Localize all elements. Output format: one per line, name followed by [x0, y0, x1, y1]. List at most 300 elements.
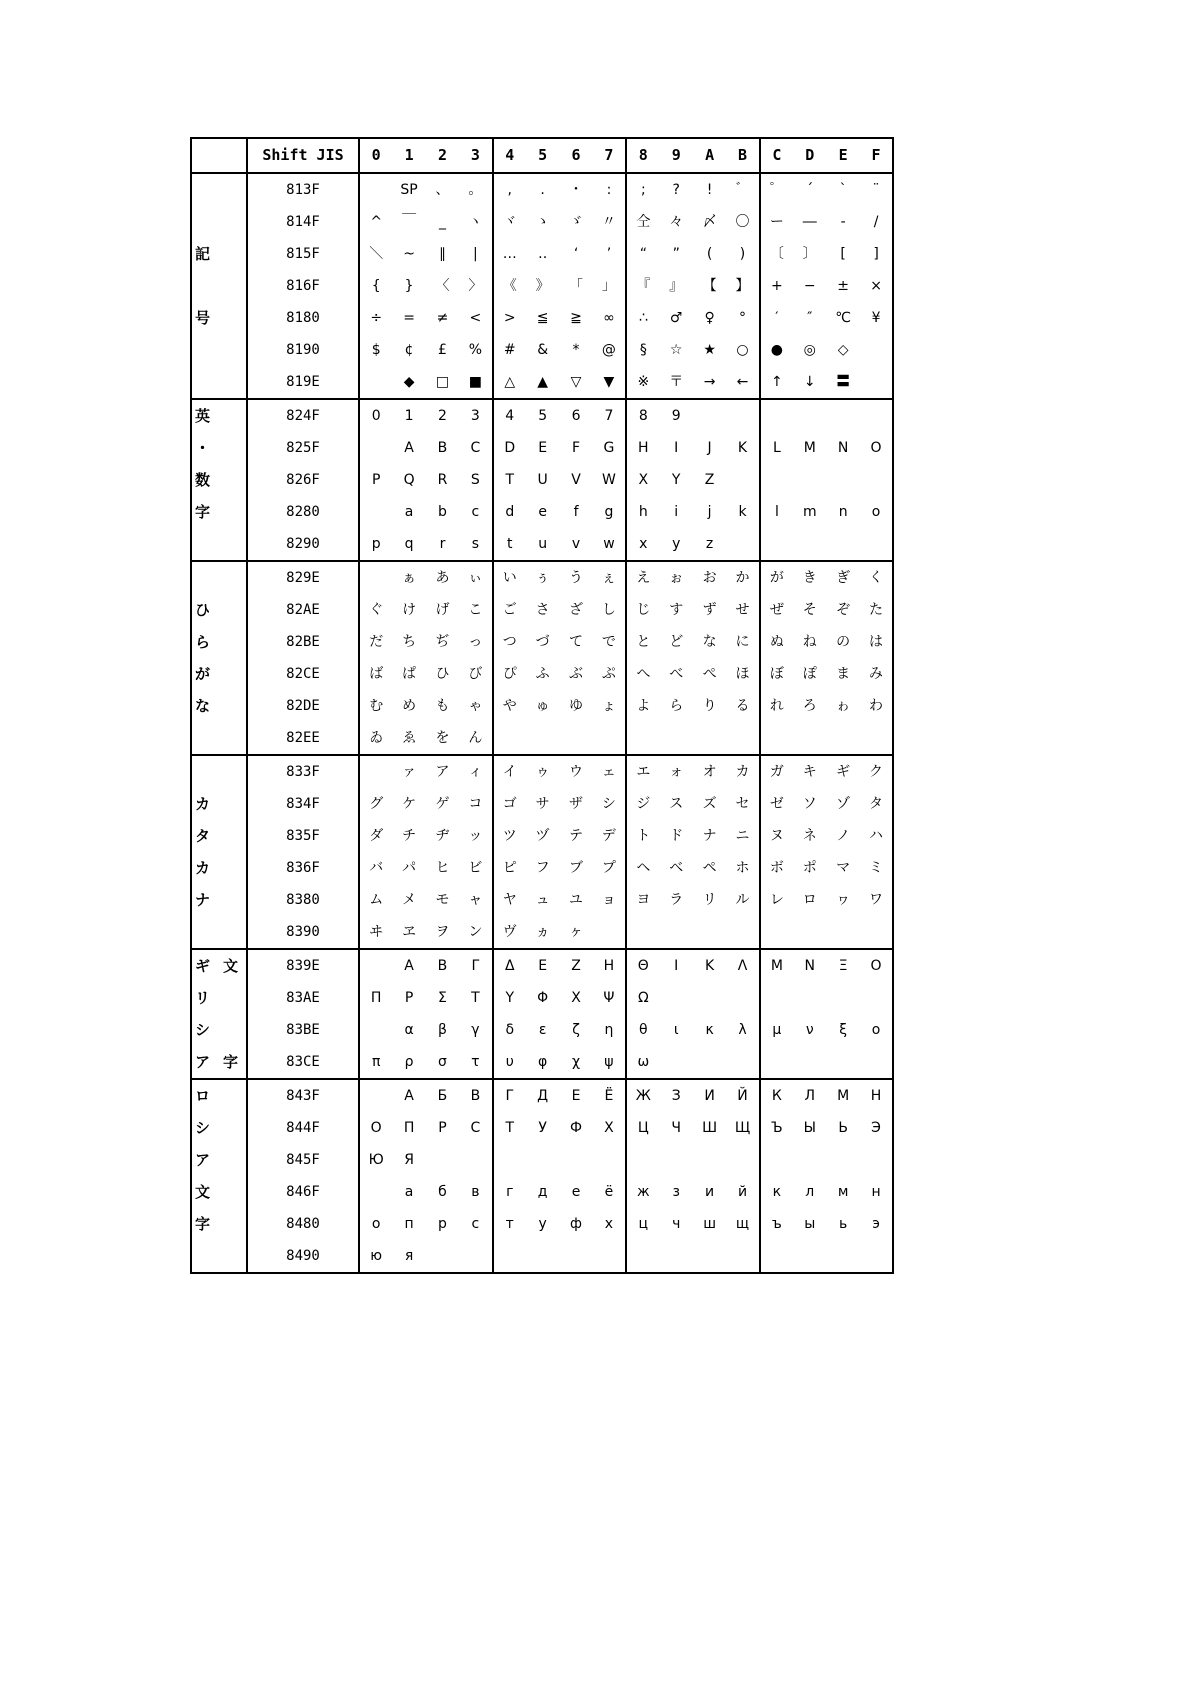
- table-row: [191, 949, 893, 982]
- char-cell: ど: [669, 633, 684, 650]
- group-label: [192, 174, 246, 206]
- char-cell: ナ: [702, 827, 717, 844]
- row-code: 8490: [247, 1240, 359, 1273]
- char-cell: ィ: [459, 755, 492, 788]
- group-label: カ: [195, 859, 211, 877]
- char-cell: H: [638, 440, 649, 456]
- char-cell: [860, 1046, 893, 1079]
- char-cell: に: [726, 626, 759, 658]
- char-cell: [359, 1176, 392, 1208]
- char-cell: 6: [559, 399, 592, 432]
- char-cell: >: [503, 309, 516, 326]
- char-cell: Б: [426, 1079, 459, 1112]
- char-cell: 〓: [836, 373, 851, 390]
- char-cell: [359, 432, 392, 464]
- char-cell: е: [571, 1183, 581, 1200]
- table-row: [191, 270, 893, 302]
- char-cell: [660, 1240, 693, 1273]
- header-digit-C: C: [760, 138, 793, 173]
- char-cell: Υ: [505, 990, 515, 1006]
- char-cell: ‐: [840, 214, 846, 230]
- char-cell: 【: [702, 277, 717, 294]
- char-cell: L: [772, 440, 781, 456]
- char-cell: SP: [400, 182, 418, 198]
- char-cell: Г: [493, 1079, 526, 1112]
- char-cell: θ: [639, 1021, 648, 1038]
- row-code: 834F: [247, 788, 359, 820]
- char-cell: ω: [637, 1053, 650, 1070]
- char-cell: お: [693, 561, 726, 594]
- char-cell: ゃ: [459, 690, 492, 722]
- char-cell: [660, 982, 693, 1014]
- char-cell: 〔: [769, 245, 784, 262]
- char-cell: し: [593, 594, 626, 626]
- char-cell: ρ: [404, 1053, 414, 1070]
- char-cell: 7: [593, 399, 626, 432]
- char-cell: б: [438, 1183, 447, 1200]
- char-cell: [793, 399, 826, 432]
- char-cell: ぴ: [502, 665, 517, 682]
- char-cell: [726, 464, 759, 496]
- char-cell: [860, 982, 893, 1014]
- char-cell: [493, 722, 526, 755]
- char-cell: δ: [505, 1021, 515, 1038]
- char-cell: Щ: [726, 1112, 759, 1144]
- char-cell: f: [573, 503, 579, 520]
- char-cell: м: [837, 1183, 849, 1200]
- group-label: [192, 916, 246, 948]
- char-cell: ′: [775, 309, 779, 326]
- char-cell: の: [836, 633, 851, 650]
- char-cell: こ: [459, 594, 492, 626]
- group-label: な: [195, 697, 211, 715]
- char-cell: 】: [726, 270, 759, 302]
- table-row: [191, 334, 893, 366]
- char-cell: J: [707, 440, 712, 456]
- char-cell: /: [873, 214, 879, 230]
- table-row: [191, 1014, 893, 1046]
- char-cell: ¥: [871, 309, 881, 326]
- char-cell: [826, 528, 859, 561]
- char-cell: ヱ: [402, 923, 417, 940]
- char-cell: G: [593, 432, 626, 464]
- char-cell: *: [572, 341, 580, 358]
- char-cell: Ρ: [404, 990, 414, 1006]
- char-cell: っ: [459, 626, 492, 658]
- char-cell: [693, 1240, 726, 1273]
- char-cell: $: [371, 341, 381, 358]
- char-cell: π: [371, 1053, 381, 1070]
- char-cell: [826, 1240, 859, 1273]
- char-cell: x: [639, 535, 648, 552]
- char-cell: は: [869, 633, 884, 650]
- char-cell: 0: [359, 399, 392, 432]
- char-cell: び: [459, 658, 492, 690]
- char-cell: Х: [593, 1112, 626, 1144]
- char-cell: Y: [671, 471, 681, 488]
- header-digit-4: 4: [493, 138, 526, 173]
- group-label: [192, 756, 246, 788]
- char-cell: [726, 982, 759, 1014]
- char-cell: [860, 916, 893, 949]
- char-cell: ~: [403, 245, 415, 262]
- char-cell: [793, 464, 826, 496]
- group-label-cell: [191, 755, 247, 949]
- char-cell: [660, 722, 693, 755]
- char-cell: d: [505, 503, 515, 520]
- group-label: リ: [195, 989, 211, 1007]
- char-cell: め: [402, 697, 417, 714]
- header-digit-3: 3: [459, 138, 492, 173]
- char-cell: で: [593, 626, 626, 658]
- char-cell: コ: [459, 788, 492, 820]
- char-cell: デ: [593, 820, 626, 852]
- char-cell: ↑: [771, 373, 783, 390]
- char-cell: つ: [502, 633, 517, 650]
- char-cell: ●: [770, 341, 783, 358]
- char-cell: ょ: [593, 690, 626, 722]
- char-cell: [526, 1144, 559, 1176]
- char-cell: ヌ: [769, 827, 784, 844]
- char-cell: r: [439, 535, 446, 552]
- char-cell: ゾ: [836, 796, 851, 812]
- row-code: 8390: [247, 916, 359, 949]
- char-cell: ヂ: [435, 827, 450, 844]
- char-cell: ジ: [636, 796, 651, 812]
- char-cell: ○: [726, 334, 759, 366]
- char-cell: [826, 722, 859, 755]
- char-cell: “: [639, 245, 647, 262]
- table-row: [191, 852, 893, 884]
- row-code: 8290: [247, 528, 359, 561]
- row-code: 82AE: [247, 594, 359, 626]
- char-cell: モ: [435, 891, 450, 908]
- header-digit-0: 0: [359, 138, 392, 173]
- char-cell: Ο: [860, 949, 893, 982]
- char-cell: せ: [726, 594, 759, 626]
- header-digit-D: D: [793, 138, 826, 173]
- char-cell: [826, 1144, 859, 1176]
- char-cell: ь: [839, 1215, 848, 1232]
- char-cell: ζ: [572, 1021, 580, 1038]
- char-cell: b: [438, 503, 447, 520]
- char-cell: ≧: [570, 309, 582, 326]
- char-cell: ね: [802, 633, 817, 650]
- char-cell: Ы: [803, 1120, 816, 1136]
- char-cell: Ε: [526, 949, 559, 982]
- char-cell: Γ: [459, 949, 492, 982]
- char-cell: O: [870, 440, 882, 456]
- char-cell: й: [726, 1176, 759, 1208]
- char-cell: {: [371, 277, 381, 294]
- char-cell: в: [459, 1176, 492, 1208]
- char-cell: か: [726, 561, 759, 594]
- char-cell: +: [771, 277, 783, 294]
- char-cell: а: [404, 1183, 414, 1200]
- char-cell: ,: [507, 182, 512, 198]
- char-cell: ハ: [869, 827, 884, 844]
- char-cell: て: [569, 633, 584, 650]
- char-cell: け: [402, 602, 417, 618]
- table-row: [191, 626, 893, 658]
- char-cell: ο: [871, 1021, 881, 1038]
- char-cell: &: [537, 341, 549, 358]
- char-cell: [660, 1046, 693, 1079]
- char-cell: ч: [672, 1215, 681, 1232]
- char-cell: チ: [402, 827, 417, 844]
- row-code: 836F: [247, 852, 359, 884]
- char-cell: [426, 1240, 459, 1273]
- char-cell: ♀: [704, 309, 715, 326]
- group-label: [192, 1240, 246, 1272]
- char-cell: Ω: [637, 990, 649, 1006]
- table-row: [191, 1240, 893, 1273]
- group-label: 字: [195, 1215, 211, 1233]
- char-cell: [493, 1240, 526, 1273]
- char-cell: ー: [769, 214, 784, 230]
- header-digit-6: 6: [559, 138, 592, 173]
- char-cell: ら: [669, 697, 684, 714]
- char-cell: [726, 1046, 759, 1079]
- char-cell: О: [370, 1120, 382, 1136]
- char-cell: 2: [426, 399, 459, 432]
- char-cell: ヶ: [569, 923, 584, 940]
- char-cell: ▲: [537, 373, 549, 390]
- char-cell: :: [593, 173, 626, 206]
- char-cell: ―: [802, 214, 817, 230]
- char-cell: へ: [636, 665, 651, 682]
- char-cell: ュ: [535, 891, 550, 908]
- row-code: 833F: [247, 755, 359, 788]
- char-cell: Ζ: [559, 949, 592, 982]
- char-cell: [726, 722, 759, 755]
- row-code: 844F: [247, 1112, 359, 1144]
- char-cell: [860, 1240, 893, 1273]
- char-cell: ы: [804, 1215, 816, 1232]
- char-cell: る: [726, 690, 759, 722]
- char-cell: B: [437, 440, 448, 456]
- char-cell: T: [505, 471, 515, 488]
- char-cell: j: [707, 503, 712, 520]
- char-cell: ゝ: [535, 214, 550, 230]
- row-code: 826F: [247, 464, 359, 496]
- char-cell: D: [504, 440, 516, 456]
- char-cell: l: [774, 503, 779, 520]
- table-row: [191, 399, 893, 432]
- char-cell: サ: [535, 796, 550, 812]
- row-code: 829E: [247, 561, 359, 594]
- char-cell: ×: [870, 277, 882, 294]
- char-cell: ∴: [638, 309, 648, 326]
- char-cell: ひ: [435, 665, 450, 682]
- char-cell: シ: [593, 788, 626, 820]
- char-cell: R: [437, 471, 448, 488]
- char-cell: [760, 1240, 793, 1273]
- char-cell: Σ: [438, 990, 447, 1006]
- char-cell: [693, 1144, 726, 1176]
- char-cell: α: [404, 1021, 414, 1038]
- char-cell: ヽ: [459, 206, 492, 238]
- char-cell: み: [869, 665, 884, 682]
- row-code: 843F: [247, 1079, 359, 1112]
- char-cell: o: [871, 503, 881, 520]
- char-cell: ッ: [459, 820, 492, 852]
- group-label: [192, 562, 246, 594]
- char-cell: т: [505, 1215, 514, 1232]
- char-cell: [860, 399, 893, 432]
- char-cell: Z: [704, 471, 715, 488]
- char-cell: ゥ: [526, 755, 559, 788]
- char-cell: ノ: [836, 827, 851, 844]
- char-cell: ぅ: [526, 561, 559, 594]
- char-cell: △: [504, 373, 516, 390]
- char-cell: Я: [404, 1151, 414, 1168]
- char-cell: 仝: [636, 214, 651, 230]
- char-cell: グ: [369, 796, 384, 812]
- char-cell: ブ: [569, 859, 584, 876]
- char-cell: [559, 722, 592, 755]
- char-cell: ∥: [438, 245, 446, 262]
- table-row: [191, 561, 893, 594]
- char-cell: ゛: [726, 173, 759, 206]
- char-cell: р: [438, 1215, 447, 1232]
- char-cell: <: [459, 302, 492, 334]
- group-label-cell: [191, 1079, 247, 1273]
- char-cell: ネ: [802, 827, 817, 844]
- char-cell: [860, 366, 893, 399]
- header-digit-7: 7: [593, 138, 626, 173]
- char-cell: ヨ: [636, 891, 651, 908]
- group-label: ア 字: [195, 1053, 238, 1071]
- char-cell: ぞ: [836, 602, 851, 618]
- char-cell: [660, 1144, 693, 1176]
- char-cell: ツ: [502, 827, 517, 844]
- char-cell: [793, 1240, 826, 1273]
- char-cell: ゴ: [502, 796, 517, 812]
- char-cell: ]: [873, 245, 879, 262]
- char-cell: 〇: [726, 206, 759, 238]
- char-cell: ?: [672, 182, 680, 198]
- char-cell: ゞ: [569, 214, 584, 230]
- char-cell: e: [538, 503, 547, 520]
- char-cell: ◇: [837, 341, 849, 358]
- group-label: ナ: [195, 891, 211, 909]
- row-code: 83CE: [247, 1046, 359, 1079]
- char-cell: 』: [669, 277, 684, 294]
- char-cell: z: [705, 535, 714, 552]
- char-cell: ぬ: [769, 633, 784, 650]
- char-cell: χ: [571, 1053, 581, 1070]
- char-cell: [726, 1240, 759, 1273]
- char-cell: い: [493, 561, 526, 594]
- group-label: ら: [195, 633, 211, 651]
- char-cell: ゼ: [769, 796, 784, 812]
- char-cell: с: [459, 1208, 492, 1240]
- char-cell: k: [726, 496, 759, 528]
- char-cell: づ: [535, 633, 550, 650]
- char-cell: [793, 1046, 826, 1079]
- char-cell: ギ: [826, 755, 859, 788]
- char-cell: [793, 722, 826, 755]
- table-row: [191, 755, 893, 788]
- char-cell: [826, 982, 859, 1014]
- row-code: 8180: [247, 302, 359, 334]
- char-cell: [760, 528, 793, 561]
- char-cell: と: [636, 633, 651, 650]
- char-cell: ъ: [771, 1215, 782, 1232]
- char-cell: [559, 1240, 592, 1273]
- char-cell: щ: [726, 1208, 759, 1240]
- group-label: [192, 270, 246, 302]
- char-cell: そ: [802, 602, 817, 618]
- char-cell: c: [459, 496, 492, 528]
- char-cell: ポ: [802, 859, 817, 876]
- header-digit-2: 2: [426, 138, 459, 173]
- char-cell: γ: [459, 1014, 492, 1046]
- char-cell: 〕: [802, 245, 817, 262]
- char-cell: イ: [493, 755, 526, 788]
- row-code: 816F: [247, 270, 359, 302]
- char-cell: 、: [435, 182, 450, 198]
- row-code: 824F: [247, 399, 359, 432]
- char-cell: を: [435, 729, 450, 746]
- char-cell: [860, 334, 893, 366]
- char-cell: ル: [726, 884, 759, 916]
- char-cell: キ: [793, 755, 826, 788]
- char-cell: ▽: [570, 373, 582, 390]
- char-cell: ち: [402, 633, 417, 650]
- row-code: 845F: [247, 1144, 359, 1176]
- char-cell: ≦: [536, 309, 549, 326]
- header-digit-8: 8: [626, 138, 659, 173]
- char-cell: ヲ: [435, 923, 450, 940]
- char-cell: U: [537, 471, 548, 488]
- char-cell: Q: [403, 471, 415, 488]
- char-cell: −: [803, 277, 816, 294]
- char-cell: ’: [593, 238, 626, 270]
- char-cell: よ: [636, 697, 651, 714]
- char-cell: П: [403, 1120, 415, 1136]
- table-row: [191, 594, 893, 626]
- char-cell: 。: [459, 173, 492, 206]
- char-cell: ‘: [573, 245, 579, 262]
- char-cell: ウ: [559, 755, 592, 788]
- char-cell: げ: [435, 602, 450, 618]
- char-cell: く: [860, 561, 893, 594]
- char-cell: う: [559, 561, 592, 594]
- char-cell: И: [693, 1079, 726, 1112]
- char-cell: ぷ: [593, 658, 626, 690]
- shift-jis-code-table: [190, 137, 894, 1274]
- char-cell: [760, 916, 793, 949]
- char-cell: [526, 722, 559, 755]
- char-cell: X: [638, 471, 649, 488]
- char-cell: [493, 1144, 526, 1176]
- char-cell: ゎ: [836, 697, 851, 714]
- char-cell: i: [674, 503, 679, 520]
- table-row: [191, 302, 893, 334]
- char-cell: □: [435, 373, 450, 390]
- char-cell: [760, 722, 793, 755]
- char-cell: ヒ: [435, 859, 450, 876]
- char-cell: ■: [459, 366, 492, 399]
- char-cell: ≠: [436, 309, 449, 326]
- char-cell: %: [459, 334, 492, 366]
- group-label: [192, 366, 246, 398]
- table-row: [191, 690, 893, 722]
- char-cell: M: [803, 440, 816, 456]
- char-cell: N: [837, 440, 849, 456]
